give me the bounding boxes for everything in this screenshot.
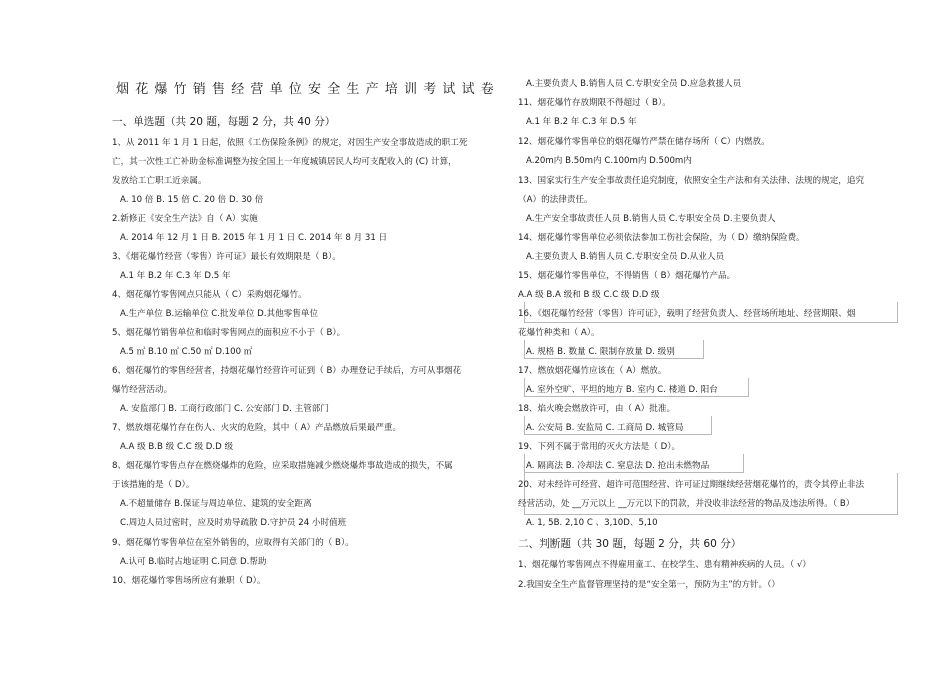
question-8-line-2: 于该措施的是（ D）。 — [112, 480, 195, 490]
question-1-line-2: 亡，其一次性工亡补助金标准调整为按全国上一年度城镇居民人均可支配收入的 (C) 计算， — [112, 157, 457, 167]
question-6-line-2: 爆竹经营活动。 — [112, 385, 173, 395]
question-3-options: A.1 年 B.2 年 C.3 年 D.5 年 — [120, 271, 231, 281]
question-3: 3、《烟花爆竹经营（零售）许可证》最长有效期限是（ B）。 — [112, 252, 341, 262]
question-4-options: A.生产单位 B.运输单位 C.批发单位 D.其他零售单位 — [120, 309, 319, 319]
question-20-line-1: 20、对未经许可经营、超许可范围经营、许可证过期继续经营烟花爆竹的，责令其停止非法 — [518, 480, 865, 490]
section-heading-true-false: 二、判断题（共 30 题，每题 2 分，共 60 分） — [518, 538, 742, 550]
question-14-options: A.主要负责人 B.销售人员 C.专职安全员 D.从业人员 — [526, 252, 725, 262]
question-8-line-1: 8、烟花爆竹零售点存在燃烧爆炸的危险，应采取措施减少燃烧爆炸事故造成的损失，不属 — [112, 461, 453, 471]
question-7: 7、燃放烟花爆竹存在伤人、火灾的危险，其中（ A）产品燃放后果最严重。 — [112, 423, 402, 433]
question-15: 15、烟花爆竹零售单位，不得销售（ B）烟花爆竹产品。 — [518, 271, 736, 281]
question-7-options: A.A 级 B.B 级 C.C 级 D.D 级 — [120, 442, 234, 452]
question-1-line-3: 发放给工亡职工近亲属。 — [112, 176, 207, 186]
question-14: 14、烟花爆竹零售单位必须依法参加工伤社会保险，为（ D）缴纳保险费。 — [518, 233, 805, 243]
question-6-options: A. 安监部门 B. 工商行政部门 C. 公安部门 D. 主管部门 — [120, 404, 329, 414]
question-5: 5、烟花爆竹销售单位和临时零售网点的面积应不小于（ B）。 — [112, 328, 346, 338]
question-16-line-1: 16、《烟花爆竹经营（零售）许可证》，载明了经营负责人、经营场所地址、经营期限、烟 — [518, 309, 856, 319]
question-13-options: A.生产安全事故责任人员 B.销售人员 C.专职安全员 D.主要负责人 — [526, 214, 776, 224]
question-16-line-2: 花爆竹种类和（ A）。 — [518, 328, 600, 338]
question-19-options: A. 隔离法 B. 冷却法 C. 窒息法 D. 抢出未燃物品 — [526, 461, 710, 471]
question-9-options: A.认可 B.临时占地证明 C.同意 D.帮助 — [120, 557, 267, 567]
question-12: 12、烟花爆竹零售单位的烟花爆竹严禁在储存场所（ C）内燃放。 — [518, 137, 770, 147]
question-6-line-1: 6、烟花爆竹的零售经营者，持烟花爆竹经营许可证到（ B）办理登记手续后，方可从事烟花 — [112, 366, 462, 376]
question-15-options: A.A 级 B.A 级和 B 级 C.C 级 D.D 级 — [518, 290, 660, 300]
section-heading-single-choice: 一、单选题（共 20 题，每题 2 分，共 40 分） — [112, 116, 336, 128]
question-11: 11、烟花爆竹存放期限不得超过（ B）。 — [518, 98, 671, 108]
question-18: 18、焰火晚会燃放许可，由（ A）批准。 — [518, 404, 676, 414]
judgment-2: 2.我国安全生产监督管理坚持的是“安全第一，预防为主”的方针。（） — [518, 580, 781, 590]
page-title: 烟花爆竹销售经营单位安全生产培训考试试卷 — [116, 82, 501, 97]
question-8-options-1: A.不超量储存 B.保证与周边单位、建筑的安全距离 — [120, 499, 312, 509]
question-1-options: A. 10 倍 B. 15 倍 C. 20 倍 D. 30 倍 — [120, 195, 264, 205]
question-13-line-1: 13、国家实行生产安全事故责任追究制度，依照安全生产法和有关法律、法规的规定，追究 — [518, 176, 865, 186]
question-13-line-2: （A）的法律责任。 — [518, 195, 593, 205]
judgment-1: 1、烟花爆竹零售网点不得雇用童工、在校学生、患有精神疾病的人员。（ √） — [518, 560, 811, 570]
question-1-line-1: 1、从 2011 年 1 月 1 日起，依照《工伤保险条例》的规定，对因生产安全事故造成的职工死 — [112, 138, 468, 148]
question-11-options: A.1 年 B.2 年 C.3 年 D.5 年 — [526, 117, 637, 127]
question-18-options: A. 公安局 B. 安监局 C. 工商局 D. 城管局 — [526, 423, 684, 433]
question-8-options-2: C.周边人员过密时，应及时劝导疏散 D.守护员 24 小时值班 — [120, 518, 347, 528]
question-9: 9、烟花爆竹零售单位在室外销售的，应取得有关部门的（ B）。 — [112, 538, 354, 548]
question-4: 4、烟花爆竹零售网点只能从（ C）采购烟花爆竹。 — [112, 290, 307, 300]
question-12-options: A.20m内 B.50m内 C.100m内 D.500m内 — [526, 156, 692, 166]
question-2: 2.新修正《安全生产法》自（ A）实施 — [112, 214, 258, 224]
question-10-options: A.主要负责人 B.销售人员 C.专职安全员 D.应急救援人员 — [526, 79, 742, 89]
question-16-options: A. 规格 B. 数量 C. 限制存放量 D. 级别 — [526, 347, 675, 357]
question-20-options: A. 1, 5B. 2,10 C 、3,10D、5,10 — [526, 518, 658, 528]
question-2-options: A. 2014 年 12 月 1 日 B. 2015 年 1 月 1 日 C. 2014 年 8 月 31 日 — [120, 233, 388, 243]
question-17: 17、燃放烟花爆竹应该在（ A）燃放。 — [518, 366, 667, 376]
question-5-options: A.5 ㎡ B.10 ㎡ C.50 ㎡ D.100 ㎡ — [120, 347, 253, 357]
question-17-options: A. 室外空旷、平坦的地方 B. 室内 C. 楼道 D. 阳台 — [526, 385, 718, 395]
question-19: 19、下列不属于常用的灭火方法是（ D）。 — [518, 442, 681, 452]
question-20-line-2: 经营活动，处 __万元以上 __万元以下的罚款，并没收非法经营的物品及违法所得。（ B） — [518, 499, 855, 509]
question-10: 10、烟花爆竹零售场所应有兼职（ D）。 — [112, 576, 266, 586]
